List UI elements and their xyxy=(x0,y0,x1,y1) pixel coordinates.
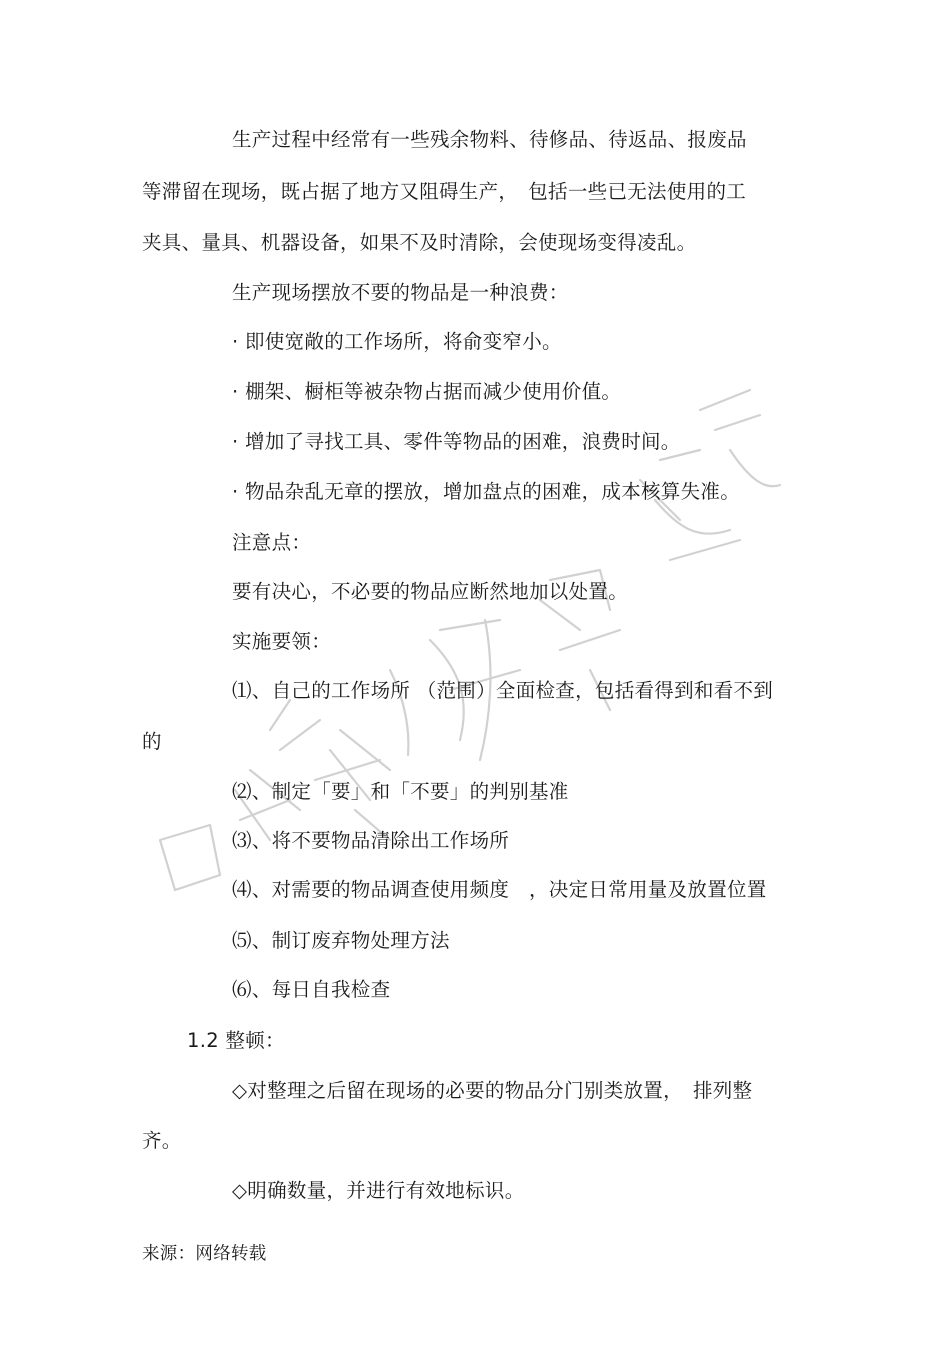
step-6: ⑹、每日自我检查 xyxy=(232,978,391,1001)
notes-heading: 注意点： xyxy=(232,531,312,554)
step-1-line-2: 的 xyxy=(142,730,162,753)
step-1-line-1: ⑴、自己的工作场所 （范围）全面检查，包括看得到和看不到 xyxy=(232,679,774,702)
bullet-item-2: · 棚架、橱柜等被杂物占据而减少使用价值。 xyxy=(232,380,622,403)
step-2: ⑵、制定「要」和「不要」的判别基准 xyxy=(232,780,569,803)
method-heading: 实施要领： xyxy=(232,630,332,653)
paragraph-line-3: 夹具、量具、机器设备，如果不及时清除，会使现场变得凌乱。 xyxy=(142,231,697,254)
step-5: ⑸、制订废弃物处理方法 xyxy=(232,929,450,952)
section-heading-1-2: 1.2 整顿： xyxy=(187,1029,285,1052)
waste-intro-heading: 生产现场摆放不要的物品是一种浪费： xyxy=(232,281,569,304)
step-4: ⑷、对需要的物品调查使用频度 ，决定日常用量及放置位置 xyxy=(232,878,767,901)
paragraph-line-2: 等滞留在现场，既占据了地方又阻碍生产， 包括一些已无法使用的工 xyxy=(142,180,747,203)
notes-text: 要有决心，不必要的物品应断然地加以处置。 xyxy=(232,580,629,603)
paragraph-line-1: 生产过程中经常有一些残余物料、待修品、待返品、报废品 xyxy=(232,128,747,151)
arrange-item-1-line-1: ◇对整理之后留在现场的必要的物品分门别类放置， 排列整 xyxy=(232,1079,753,1102)
arrange-item-1-line-2: 齐。 xyxy=(142,1129,182,1152)
arrange-item-2: ◇明确数量，并进行有效地标识。 xyxy=(232,1179,525,1202)
bullet-item-3: · 增加了寻找工具、零件等物品的困难，浪费时间。 xyxy=(232,430,681,453)
bullet-item-1: · 即使宽敞的工作场所，将俞变窄小。 xyxy=(232,330,562,353)
source-footer: 来源：网络转载 xyxy=(142,1244,267,1264)
step-3: ⑶、将不要物品清除出工作场所 xyxy=(232,829,510,852)
bullet-item-4: · 物品杂乱无章的摆放，增加盘点的困难，成本核算失准。 xyxy=(232,480,740,503)
